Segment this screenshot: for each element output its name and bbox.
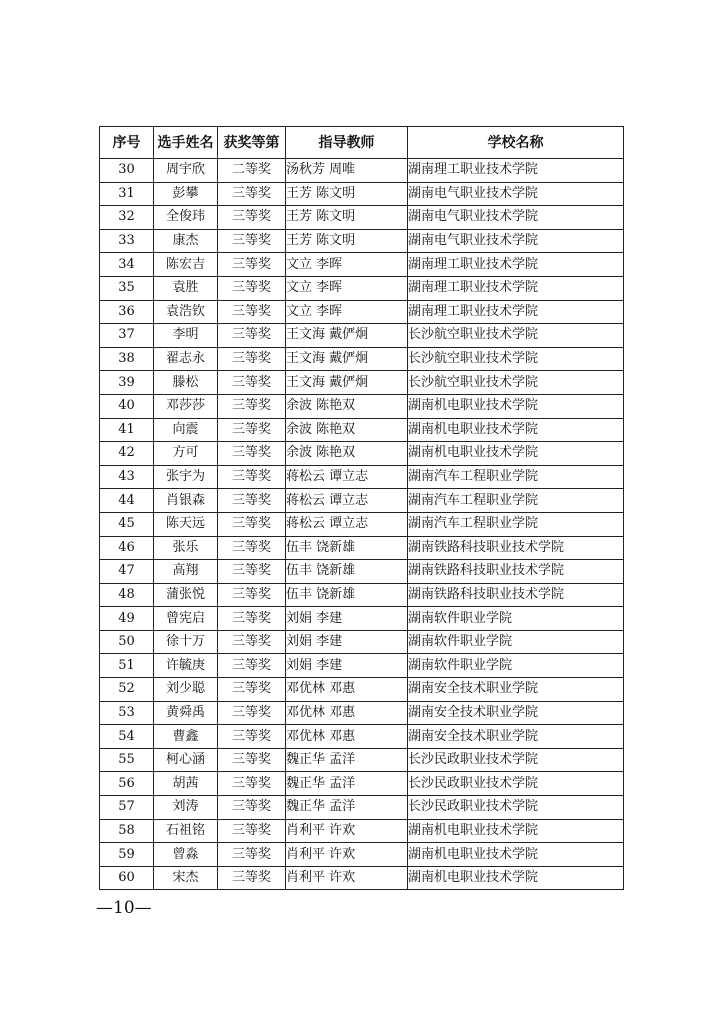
school-name: 长沙航空职业技术学院 — [408, 347, 624, 371]
contestant-name: 邓莎莎 — [154, 394, 218, 418]
table-row — [100, 607, 624, 631]
table-row — [100, 324, 624, 348]
school-name: 湖南软件职业学院 — [408, 630, 624, 654]
header-index: 序号 — [100, 127, 154, 159]
award-level: 三等奖 — [218, 796, 286, 820]
award-level: 三等奖 — [218, 418, 286, 442]
table-row — [100, 725, 624, 749]
award-level: 三等奖 — [218, 300, 286, 324]
contestant-name: 向震 — [154, 418, 218, 442]
row-index: 54 — [100, 725, 154, 749]
contestant-name: 方可 — [154, 442, 218, 466]
table-row — [100, 159, 624, 183]
instructor-names: 肖利平 许欢 — [286, 819, 408, 843]
school-name: 湖南软件职业学院 — [408, 607, 624, 631]
contestant-name: 高翔 — [154, 560, 218, 584]
instructor-names: 余波 陈艳双 — [286, 442, 408, 466]
table-row — [100, 536, 624, 560]
school-name: 湖南汽车工程职业学院 — [408, 512, 624, 536]
table-row — [100, 300, 624, 324]
school-name: 湖南汽车工程职业学院 — [408, 489, 624, 513]
table-row — [100, 418, 624, 442]
school-name: 湖南机电职业技术学院 — [408, 442, 624, 466]
award-level: 三等奖 — [218, 630, 286, 654]
row-index: 59 — [100, 843, 154, 867]
contestant-name: 黄舜禹 — [154, 701, 218, 725]
award-level: 三等奖 — [218, 819, 286, 843]
row-index: 47 — [100, 560, 154, 584]
contestant-name: 刘涛 — [154, 796, 218, 820]
school-name: 长沙民政职业技术学院 — [408, 772, 624, 796]
school-name: 湖南机电职业技术学院 — [408, 819, 624, 843]
contestant-name: 袁胜 — [154, 276, 218, 300]
award-level: 三等奖 — [218, 489, 286, 513]
instructor-names: 文立 李晖 — [286, 276, 408, 300]
contestant-name: 柯心涵 — [154, 748, 218, 772]
instructor-names: 蒋松云 谭立志 — [286, 512, 408, 536]
award-level: 三等奖 — [218, 701, 286, 725]
award-level: 三等奖 — [218, 182, 286, 206]
award-level: 三等奖 — [218, 465, 286, 489]
row-index: 37 — [100, 324, 154, 348]
table-row — [100, 843, 624, 867]
award-level: 三等奖 — [218, 772, 286, 796]
table-row — [100, 796, 624, 820]
row-index: 30 — [100, 159, 154, 183]
instructor-names: 肖利平 许欢 — [286, 866, 408, 890]
header-contestant-name: 选手姓名 — [154, 127, 218, 159]
award-level: 三等奖 — [218, 371, 286, 395]
school-name: 湖南铁路科技职业技术学院 — [408, 536, 624, 560]
award-level: 三等奖 — [218, 866, 286, 890]
table-row — [100, 253, 624, 277]
award-level: 三等奖 — [218, 654, 286, 678]
table-row — [100, 772, 624, 796]
row-index: 46 — [100, 536, 154, 560]
instructor-names: 王芳 陈文明 — [286, 229, 408, 253]
school-name: 湖南安全技术职业学院 — [408, 725, 624, 749]
contestant-name: 石祖铭 — [154, 819, 218, 843]
instructor-names: 蒋松云 谭立志 — [286, 465, 408, 489]
instructor-names: 余波 陈艳双 — [286, 394, 408, 418]
row-index: 60 — [100, 866, 154, 890]
award-level: 三等奖 — [218, 725, 286, 749]
instructor-names: 刘娟 李建 — [286, 630, 408, 654]
contestant-name: 胡茜 — [154, 772, 218, 796]
award-level: 三等奖 — [218, 394, 286, 418]
row-index: 35 — [100, 276, 154, 300]
school-name: 湖南理工职业技术学院 — [408, 159, 624, 183]
table-row — [100, 701, 624, 725]
row-index: 33 — [100, 229, 154, 253]
table-row — [100, 371, 624, 395]
instructor-names: 肖利平 许欢 — [286, 843, 408, 867]
table-row — [100, 866, 624, 890]
header-instructor: 指导教师 — [286, 127, 408, 159]
row-index: 53 — [100, 701, 154, 725]
contestant-name: 陈天远 — [154, 512, 218, 536]
contestant-name: 张乐 — [154, 536, 218, 560]
award-level: 三等奖 — [218, 442, 286, 466]
instructor-names: 魏正华 孟洋 — [286, 772, 408, 796]
table-row — [100, 206, 624, 230]
contestant-name: 李明 — [154, 324, 218, 348]
school-name: 湖南机电职业技术学院 — [408, 866, 624, 890]
instructor-names: 伍丰 饶新雄 — [286, 560, 408, 584]
instructor-names: 文立 李晖 — [286, 300, 408, 324]
table-row — [100, 347, 624, 371]
row-index: 34 — [100, 253, 154, 277]
row-index: 44 — [100, 489, 154, 513]
award-level: 三等奖 — [218, 678, 286, 702]
awards-table — [99, 126, 624, 890]
school-name: 湖南理工职业技术学院 — [408, 276, 624, 300]
instructor-names: 伍丰 饶新雄 — [286, 583, 408, 607]
instructor-names: 伍丰 饶新雄 — [286, 536, 408, 560]
contestant-name: 宋杰 — [154, 866, 218, 890]
school-name: 湖南电气职业技术学院 — [408, 206, 624, 230]
table-row — [100, 560, 624, 584]
instructor-names: 王文海 戴俨炯 — [286, 347, 408, 371]
contestant-name: 翟志永 — [154, 347, 218, 371]
row-index: 43 — [100, 465, 154, 489]
table-row — [100, 229, 624, 253]
row-index: 32 — [100, 206, 154, 230]
award-level: 三等奖 — [218, 843, 286, 867]
row-index: 52 — [100, 678, 154, 702]
instructor-names: 汤秋芳 周唯 — [286, 159, 408, 183]
row-index: 50 — [100, 630, 154, 654]
award-level: 三等奖 — [218, 560, 286, 584]
award-level: 三等奖 — [218, 583, 286, 607]
instructor-names: 魏正华 孟洋 — [286, 748, 408, 772]
row-index: 36 — [100, 300, 154, 324]
table-header-row — [100, 127, 624, 159]
award-level: 三等奖 — [218, 536, 286, 560]
school-name: 长沙民政职业技术学院 — [408, 748, 624, 772]
award-level: 三等奖 — [218, 253, 286, 277]
table-row — [100, 583, 624, 607]
table-row — [100, 442, 624, 466]
contestant-name: 曹鑫 — [154, 725, 218, 749]
table-row — [100, 394, 624, 418]
row-index: 56 — [100, 772, 154, 796]
award-level: 三等奖 — [218, 748, 286, 772]
instructor-names: 余波 陈艳双 — [286, 418, 408, 442]
row-index: 41 — [100, 418, 154, 442]
instructor-names: 文立 李晖 — [286, 253, 408, 277]
contestant-name: 蒲张悦 — [154, 583, 218, 607]
award-level: 三等奖 — [218, 607, 286, 631]
row-index: 51 — [100, 654, 154, 678]
school-name: 湖南电气职业技术学院 — [408, 182, 624, 206]
contestant-name: 陈宏吉 — [154, 253, 218, 277]
school-name: 长沙民政职业技术学院 — [408, 796, 624, 820]
award-level: 三等奖 — [218, 347, 286, 371]
contestant-name: 彭攀 — [154, 182, 218, 206]
table-row — [100, 489, 624, 513]
table-row — [100, 678, 624, 702]
school-name: 湖南机电职业技术学院 — [408, 394, 624, 418]
table-row — [100, 748, 624, 772]
instructor-names: 邓优林 邓惠 — [286, 701, 408, 725]
instructor-names: 刘娟 李建 — [286, 654, 408, 678]
row-index: 45 — [100, 512, 154, 536]
contestant-name: 许毓庚 — [154, 654, 218, 678]
table-row — [100, 182, 624, 206]
award-level: 三等奖 — [218, 276, 286, 300]
contestant-name: 张宇为 — [154, 465, 218, 489]
school-name: 湖南理工职业技术学院 — [408, 253, 624, 277]
row-index: 40 — [100, 394, 154, 418]
contestant-name: 全俊玮 — [154, 206, 218, 230]
contestant-name: 曾淼 — [154, 843, 218, 867]
row-index: 38 — [100, 347, 154, 371]
row-index: 55 — [100, 748, 154, 772]
award-level: 三等奖 — [218, 512, 286, 536]
award-level: 三等奖 — [218, 324, 286, 348]
header-school-name: 学校名称 — [408, 127, 624, 159]
school-name: 湖南软件职业学院 — [408, 654, 624, 678]
school-name: 湖南铁路科技职业技术学院 — [408, 560, 624, 584]
contestant-name: 康杰 — [154, 229, 218, 253]
award-level: 三等奖 — [218, 229, 286, 253]
row-index: 39 — [100, 371, 154, 395]
instructor-names: 王芳 陈文明 — [286, 182, 408, 206]
school-name: 湖南安全技术职业学院 — [408, 701, 624, 725]
school-name: 湖南机电职业技术学院 — [408, 843, 624, 867]
instructor-names: 王芳 陈文明 — [286, 206, 408, 230]
instructor-names: 蒋松云 谭立志 — [286, 489, 408, 513]
contestant-name: 肖银森 — [154, 489, 218, 513]
school-name: 湖南安全技术职业学院 — [408, 678, 624, 702]
table-row — [100, 630, 624, 654]
award-level: 二等奖 — [218, 159, 286, 183]
header-award-level: 获奖等第 — [218, 127, 286, 159]
school-name: 长沙航空职业技术学院 — [408, 371, 624, 395]
page-number: —10— — [96, 898, 152, 918]
instructor-names: 王文海 戴俨炯 — [286, 371, 408, 395]
row-index: 49 — [100, 607, 154, 631]
school-name: 湖南汽车工程职业学院 — [408, 465, 624, 489]
instructor-names: 刘娟 李建 — [286, 607, 408, 631]
instructor-names: 王文海 戴俨炯 — [286, 324, 408, 348]
table-row — [100, 465, 624, 489]
contestant-name: 曾宪启 — [154, 607, 218, 631]
table-row — [100, 654, 624, 678]
contestant-name: 徐十万 — [154, 630, 218, 654]
instructor-names: 魏正华 孟洋 — [286, 796, 408, 820]
school-name: 湖南理工职业技术学院 — [408, 300, 624, 324]
contestant-name: 袁浩钦 — [154, 300, 218, 324]
table-row — [100, 512, 624, 536]
table-row — [100, 819, 624, 843]
instructor-names: 邓优林 邓惠 — [286, 678, 408, 702]
school-name: 湖南电气职业技术学院 — [408, 229, 624, 253]
award-level: 三等奖 — [218, 206, 286, 230]
contestant-name: 滕松 — [154, 371, 218, 395]
table-row — [100, 276, 624, 300]
contestant-name: 刘少聪 — [154, 678, 218, 702]
school-name: 湖南机电职业技术学院 — [408, 418, 624, 442]
row-index: 58 — [100, 819, 154, 843]
school-name: 湖南铁路科技职业技术学院 — [408, 583, 624, 607]
instructor-names: 邓优林 邓惠 — [286, 725, 408, 749]
table-body — [100, 159, 624, 890]
row-index: 48 — [100, 583, 154, 607]
school-name: 长沙航空职业技术学院 — [408, 324, 624, 348]
row-index: 57 — [100, 796, 154, 820]
row-index: 42 — [100, 442, 154, 466]
contestant-name: 周宇欣 — [154, 159, 218, 183]
row-index: 31 — [100, 182, 154, 206]
